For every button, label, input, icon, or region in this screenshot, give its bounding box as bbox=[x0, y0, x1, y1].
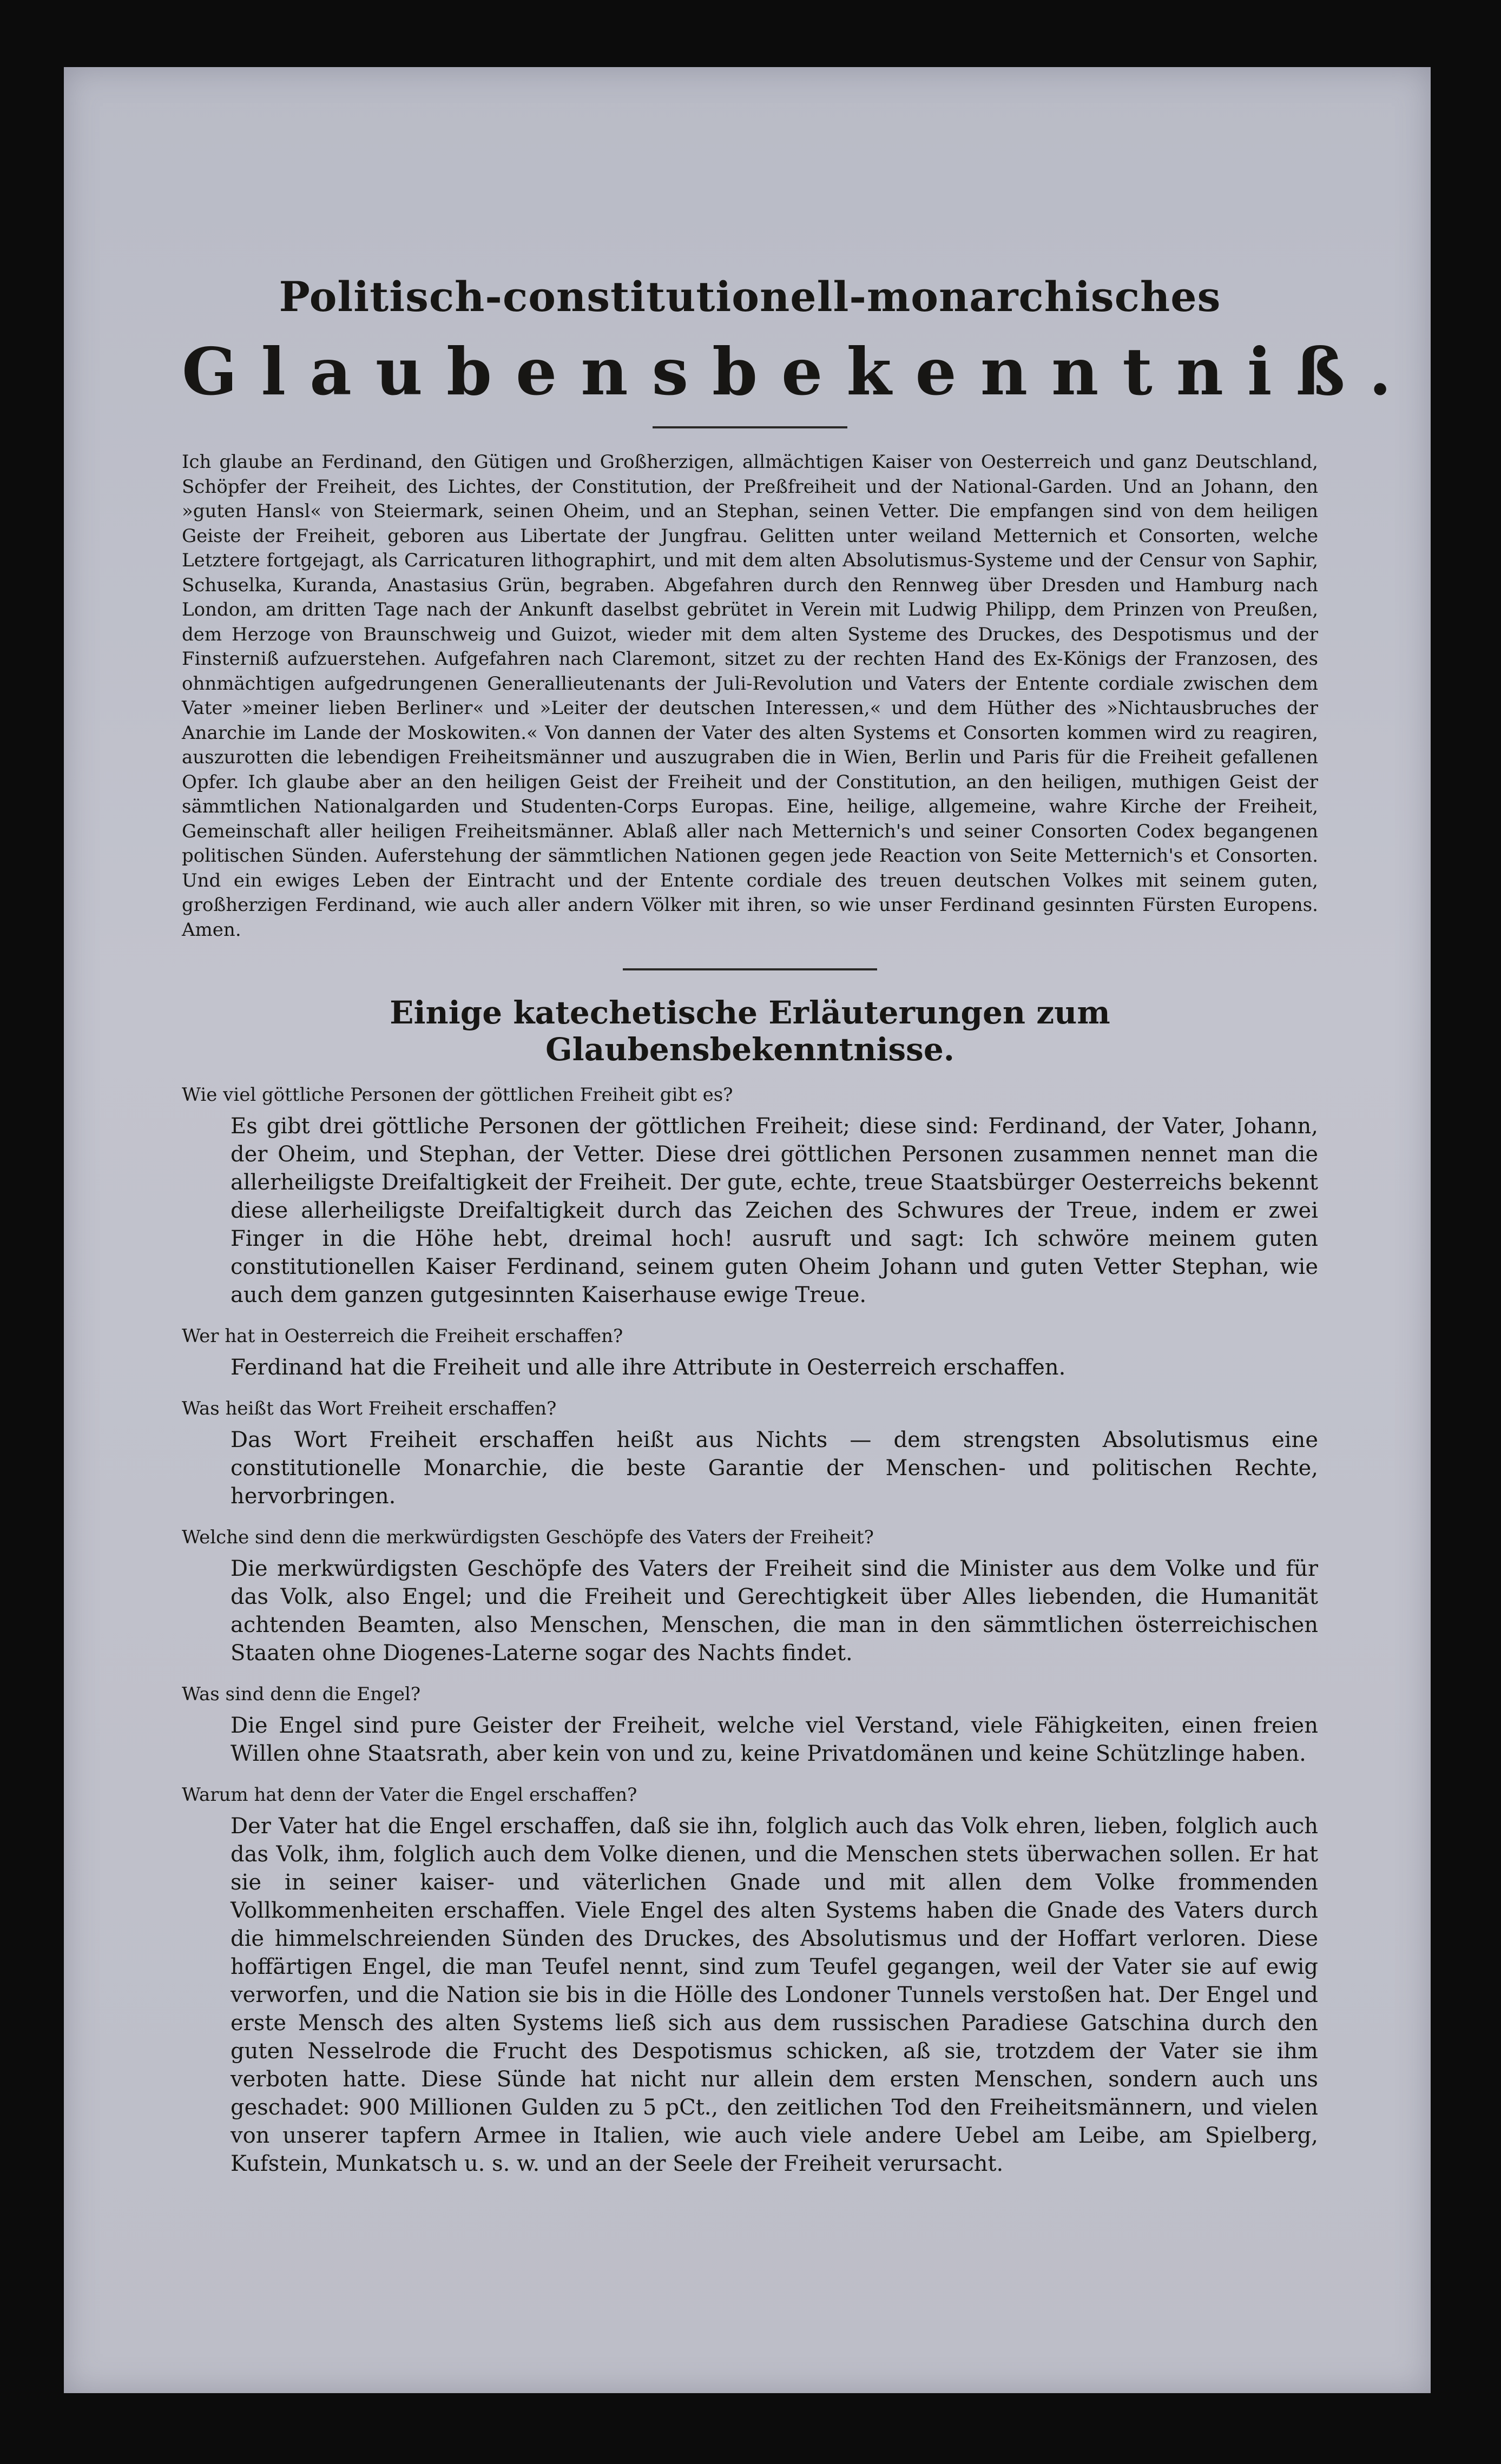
document-body bbox=[182, 208, 1416, 2178]
answer: Die Engel sind pure Geister der Freiheit, welche viel Verstand, viele Fähigkeiten, einen freien Willen ohne Staatsrath, aber kein von und zu, keine Privatdomänen und keine Schützlinge haben. bbox=[231, 1713, 1318, 1766]
divider-rule bbox=[653, 426, 847, 428]
title-line-1: Politisch-constitutionell-monarchisches bbox=[279, 273, 1221, 321]
answer: Das Wort Freiheit erschaffen heißt aus Nichts — dem strengsten Absolutismus eine constitutionelle Monarchie, die beste Garantie der Menschen- und politischen Rechte, hervorbringen. bbox=[231, 1428, 1318, 1509]
creed-paragraph: Ich glaube an Ferdinand, den Gütigen und Großherzigen, allmächtigen Kaiser von Oesterreich und ganz Deutschland, Schöpfer der Freiheit, des Lichtes, der Constitution, der Preßfreiheit und der National-Garden. Und an Johann, den »guten Hansl« von Steiermark, seinen Oheim, und an Stephan, seinen Vetter. Die empfangen sind von dem heiligen Geiste der Freiheit, geboren aus Libertate der Jungfrau. Gelitten unter weiland Metternich et Consorten, welche Letztere fortgejagt, als Carricaturen lithographirt, und mit dem alten Absolutismus-Systeme und der Censur von Saphir, Schuselka, Kuranda, Anastasius Grün, begraben. Abgefahren durch den Rennweg über Dresden und Hamburg nach London, am dritten Tage nach der Ankunft daselbst gebrütet in Verein mit Ludwig Philipp, dem Prinzen von Preußen, dem Herzoge von Braunschweig und Guizot, wieder mit dem alten Systeme des Druckes, des Despotismus und der Finsterniß aufzuerstehen. Aufgefahren nach Claremont, sitzet zu der rechten Hand des Ex-Königs der Franzosen, des ohnmächtigen aufgedrungenen Generallieutenants der Juli-Revolution und Vaters der Entente cordiale zwischen dem Vater »meiner lieben Berliner« und »Leiter der deutschen Interessen,« und dem Hüther des »Nichtausbruches der Anarchie im Lande der Moskowiten.« Von dannen der Vater des alten Systems et Consorten kommen wird zu reagiren, auszurotten die lebendigen Freiheitsmänner und auszugraben die in Wien, Berlin und Paris für die Freiheit gefallenen Opfer. Ich glaube aber an den heiligen Geist der Freiheit und der Constitution, an den heiligen, muthigen Geist der sämmtlichen Nationalgarden und Studenten-Corps Europas. Eine, heilige, allgemeine, wahre Kirche der Freiheit, Gemeinschaft aller heiligen Freiheitsmänner. Ablaß aller nach Metternich's und seiner Consorten Codex begangenen politischen Sünden. Auferstehung der sämmtlichen Nationen gegen jede Reaction von Seite Metternich's et Consorten. Und ein ewiges Leben der Eintracht und der Entente cordiale des treuen deutschen Volkes mit seinem guten, großherzigen Ferdinand, wie auch aller andern Völker mit ihren, so wie unser Ferdinand gesinnten Fürsten Europens. Amen. bbox=[182, 451, 1318, 941]
answer: Ferdinand hat die Freiheit und alle ihre Attribute in Oesterreich erschaffen. bbox=[231, 1355, 1066, 1380]
question: Was heißt das Wort Freiheit erschaffen? bbox=[182, 1398, 557, 1419]
question: Welche sind denn die merkwürdigsten Geschöpfe des Vaters der Freiheit? bbox=[182, 1527, 874, 1548]
answer: Der Vater hat die Engel erschaffen, daß sie ihn, folglich auch das Volk ehren, lieben, folglich auch das Volk, ihm, folglich auch dem Volke dienen, und die Menschen stets überwachen sollen. Er hat sie in seiner kaiser- und väterlichen Gnade und mit allen dem Volke frommenden Vollkommenheiten erschaffen. Viele Engel des alten Systems haben die Gnade des Vaters durch die himmelschreienden Sünden des Druckes, des Absolutismus und der Hoffart verloren. Diese hoffärtigen Engel, die man Teufel nennt, sind zum Teufel gegangen, weil der Vater sie auf ewig verworfen, und die Nation sie bis in die Hölle des Londoner Tunnels verstoßen hat. Der Engel und erste Mensch des alten Systems ließ sich aus dem russischen Paradiese Gatschina durch den guten Nesselrode die Frucht des Despotismus schicken, aß sie, trotzdem der Vater sie ihm verboten hatte. Diese Sünde hat nicht nur allein dem ersten Menschen, sondern auch uns geschadet: 900 Millionen Gulden zu 5 pCt., den zeitlichen Tod den Freiheitsmännern, und vielen von unserer tapfern Armee in Italien, wie auch viele andere Uebel am Leibe, am Spielberg, Kufstein, Munkatsch u. s. w. und an der Seele der Freiheit verursacht. bbox=[231, 1814, 1318, 2176]
question: Wie viel göttliche Personen der göttlichen Freiheit gibt es? bbox=[182, 1084, 733, 1106]
question: Wer hat in Oesterreich die Freiheit erschaffen? bbox=[182, 1325, 623, 1347]
question: Was sind denn die Engel? bbox=[182, 1683, 421, 1705]
qa-list bbox=[182, 1084, 1318, 2178]
question: Warum hat denn der Vater die Engel erschaffen? bbox=[182, 1784, 637, 1806]
title-line-2: Glaubensbekenntniß. bbox=[182, 334, 1416, 410]
paper-sheet bbox=[64, 67, 1431, 2393]
section-title: Einige katechetische Erläuterungen zum Glaubensbekenntnisse. bbox=[390, 994, 1110, 1068]
answer: Es gibt drei göttliche Personen der göttlichen Freiheit; diese sind: Ferdinand, der Vater, Johann, der Oheim, und Stephan, der Vetter. Diese drei göttlichen Personen zusammen nennet man die allerheiligste Dreifaltigkeit der Freiheit. Der gute, echte, treue Staatsbürger Oesterreichs bekennt diese allerheiligste Dreifaltigkeit durch das Zeichen des Schwures der Treue, indem er zwei Finger in die Höhe hebt, dreimal hoch! ausruft und sagt: Ich schwöre meinem guten constitutionellen Kaiser Ferdinand, seinem guten Oheim Johann und guten Vetter Stephan, wie auch dem ganzen gutgesinnten Kaiserhause ewige Treue. bbox=[231, 1114, 1318, 1307]
divider-rule bbox=[623, 968, 877, 970]
answer: Die merkwürdigsten Geschöpfe des Vaters der Freiheit sind die Minister aus dem Volke und für das Volk, also Engel; und die Freiheit und Gerechtigkeit über Alles liebenden, die Humanität achtenden Beamten, also Menschen, Menschen, die man in den sämmtlichen österreichischen Staaten ohne Diogenes-Laterne sogar des Nachts findet. bbox=[231, 1556, 1318, 1666]
